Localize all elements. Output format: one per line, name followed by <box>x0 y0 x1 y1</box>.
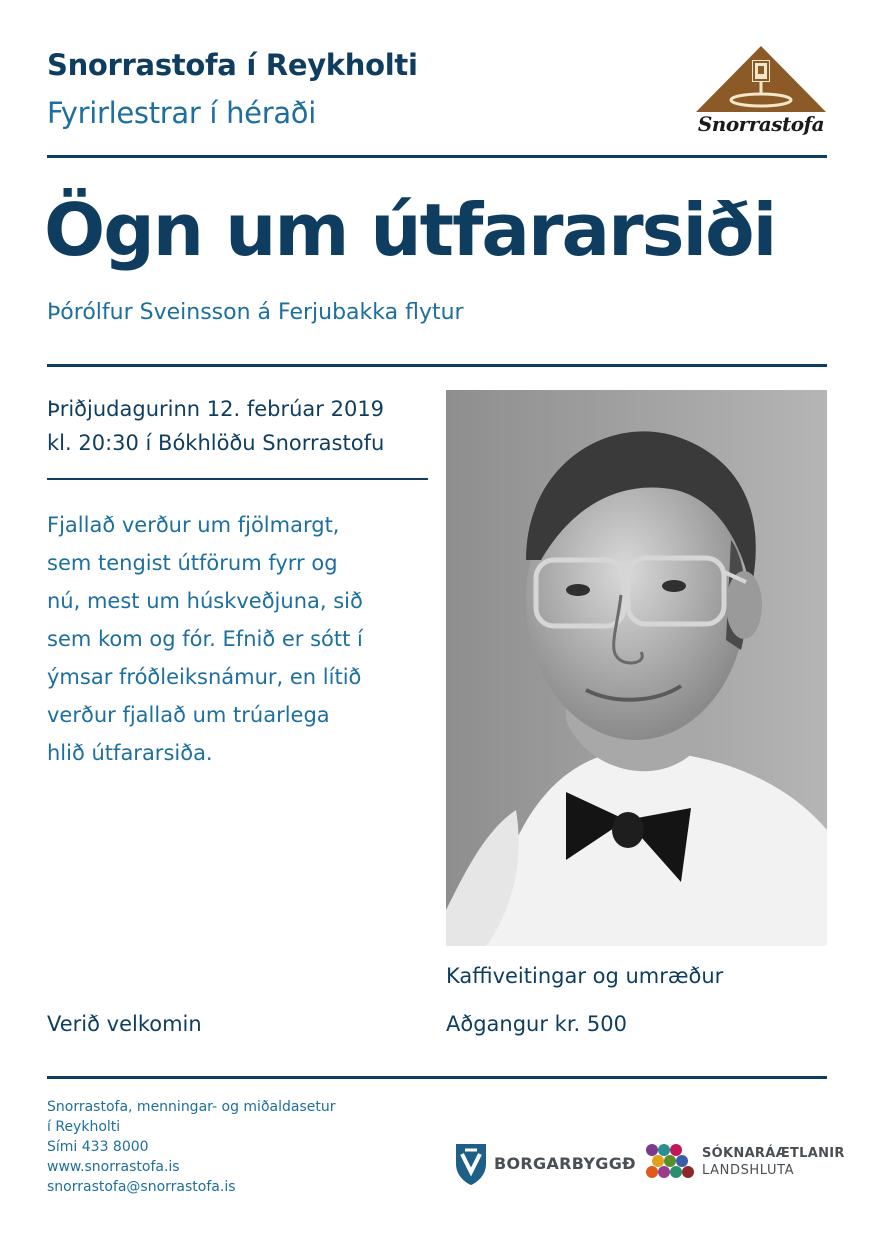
shield-icon <box>454 1142 488 1186</box>
description-line: verður fjallað um trúarlega <box>47 703 330 727</box>
hexagon-cluster-icon <box>644 1142 698 1182</box>
description-line: sem tengist útförum fyrr og <box>47 551 338 575</box>
speaker-photo <box>446 390 827 946</box>
event-time-place: kl. 20:30 í Bókhlöðu Snorrastofu <box>47 431 385 455</box>
soknar-label-line1: SÓKNARÁÆTLANIR <box>702 1146 845 1161</box>
footer-email[interactable]: snorrastofa@snorrastofa.is <box>47 1179 236 1195</box>
footer-phone: Sími 433 8000 <box>47 1139 149 1155</box>
logo-emblem-icon <box>694 44 828 114</box>
soknaraaetlanir-logo <box>644 1142 845 1188</box>
header-divider <box>47 155 827 158</box>
event-description <box>47 506 417 772</box>
snorrastofa-logo <box>694 44 828 140</box>
description-line: sem kom og fór. Efnið er sótt í <box>47 627 363 651</box>
footer-address-line: í Reykholti <box>47 1119 121 1135</box>
borgarbyggd-label: BORGARBYGGÐ <box>494 1154 636 1173</box>
description-line: hlið útfararsiða. <box>47 741 213 765</box>
footer-website[interactable]: www.snorrastofa.is <box>47 1159 180 1175</box>
date-divider <box>47 478 428 480</box>
footer-divider <box>47 1076 827 1079</box>
description-line: nú, mest um húskveðjuna, sið <box>47 589 363 613</box>
event-speaker: Þórólfur Sveinsson á Ferjubakka flytur <box>47 300 464 325</box>
organization-name: Snorrastofa í Reykholti <box>47 48 418 82</box>
footer-contact <box>47 1097 335 1197</box>
footer-address-line: Snorrastofa, menningar- og miðaldasetur <box>47 1099 336 1115</box>
refreshments-note: Kaffiveitingar og umræður <box>446 964 724 988</box>
event-date: Þriðjudagurinn 12. febrúar 2019 <box>47 397 385 421</box>
borgarbyggd-logo <box>454 1142 636 1188</box>
event-title: Ögn um útfararsiði <box>44 188 776 272</box>
soknar-label-line2: LANDSHLUTA <box>702 1163 795 1178</box>
description-line: Fjallað verður um fjölmargt, <box>47 513 340 537</box>
description-line: ýmsar fróðleiksnámur, en lítið <box>47 665 362 689</box>
admission-price: Aðgangur kr. 500 <box>446 1012 627 1036</box>
welcome-note: Verið velkomin <box>47 1012 202 1036</box>
event-date-block <box>47 392 384 460</box>
series-name: Fyrirlestrar í héraði <box>47 96 316 130</box>
logo-wordmark: Snorrastofa <box>697 112 825 136</box>
title-divider <box>47 364 827 367</box>
